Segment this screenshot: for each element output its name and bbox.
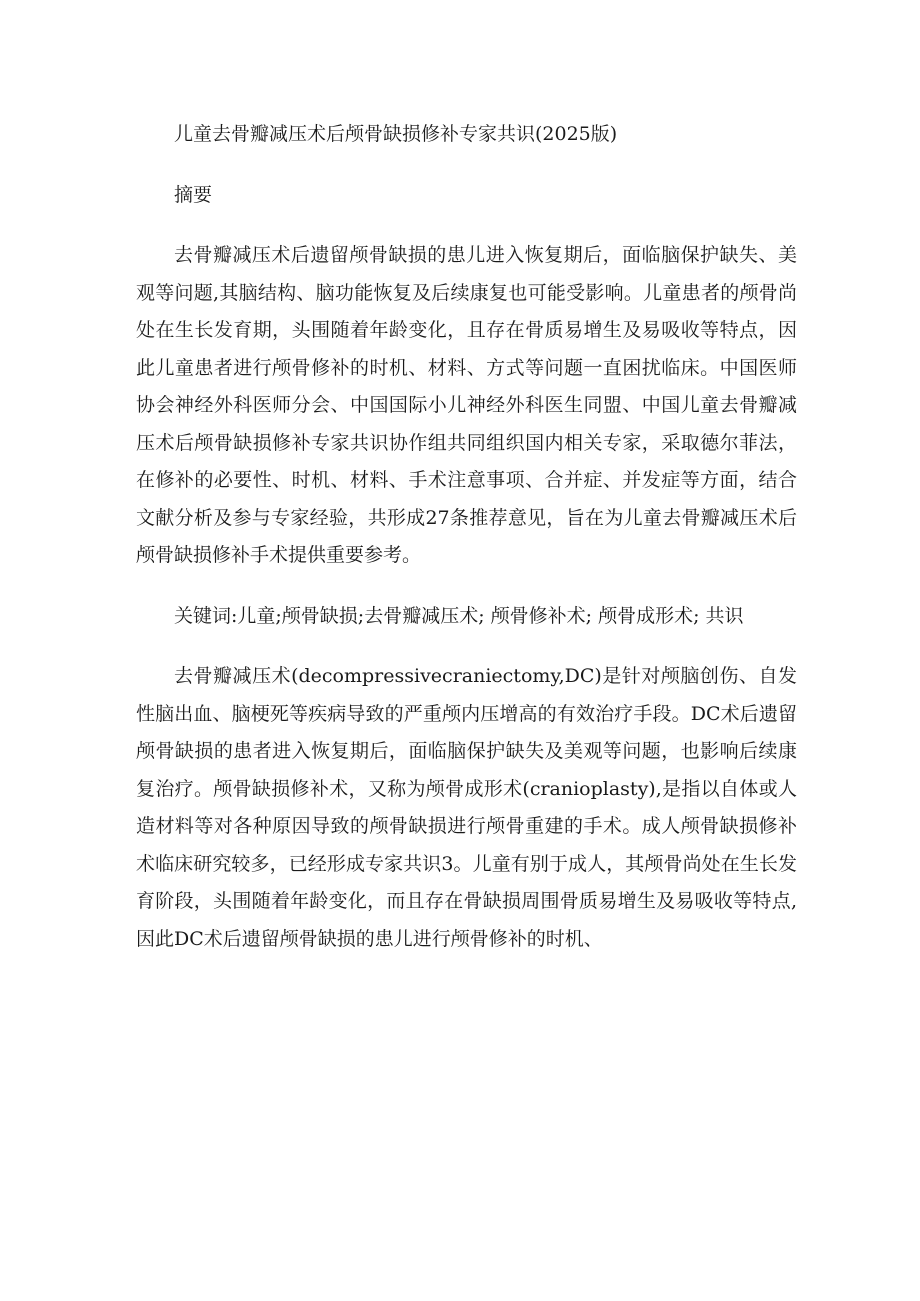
abstract-heading: 摘要 (174, 183, 213, 206)
introduction-paragraph: 去骨瓣减压术(decompressivecraniectomy,DC)是针对颅脑创伤、自发性脑出血、脑梗死等疾病导致的严重颅内压增高的有效治疗手段。DC术后遗留颅骨缺损的患者进入恢复期后，面临脑保护缺失及美观等问题，也影响后续康复治疗。颅骨缺损修补术，又称为颅骨成形术(cranioplasty),是指以自体或人造材料等对各种原因导致的颅骨缺损进行颅骨重建的手术。成人颅骨缺损修补术临床研究较多，已经形成专家共识3。儿童有别于成人，其颅骨尚处在生长发育阶段，头围随着年龄变化，而且存在骨缺损周围骨质易增生及易吸收等特点,因此DC术后遗留颅骨缺损的患儿进行颅骨修补的时机、 (136, 665, 797, 950)
abstract-paragraph: 去骨瓣减压术后遗留颅骨缺损的患儿进入恢复期后，面临脑保护缺失、美观等问题,其脑结构、脑功能恢复及后续康复也可能受影响。儿童患者的颅骨尚处在生长发育期，头围随着年龄变化，且存在骨质易增生及易吸收等特点，因此儿童患者进行颅骨修补的时机、材料、方式等问题一直困扰临床。中国医师协会神经外科医师分会、中国国际小儿神经外科医生同盟、中国儿童去骨瓣减压术后颅骨缺损修补专家共识协作组共同组织国内相关专家，采取德尔菲法，在修补的必要性、时机、材料、手术注意事项、合并症、并发症等方面，结合文献分析及参与专家经验，共形成27条推荐意见，旨在为儿童去骨瓣减压术后颅骨缺损修补手术提供重要参考。 (136, 244, 797, 566)
keywords-paragraph: 关键词:儿童;颅骨缺损;去骨瓣减压术; 颅骨修补术; 颅骨成形术; 共识 (174, 604, 744, 627)
document-body (136, 116, 797, 958)
document-title: 儿童去骨瓣减压术后颅骨缺损修补专家共识(2025版) (174, 123, 618, 145)
